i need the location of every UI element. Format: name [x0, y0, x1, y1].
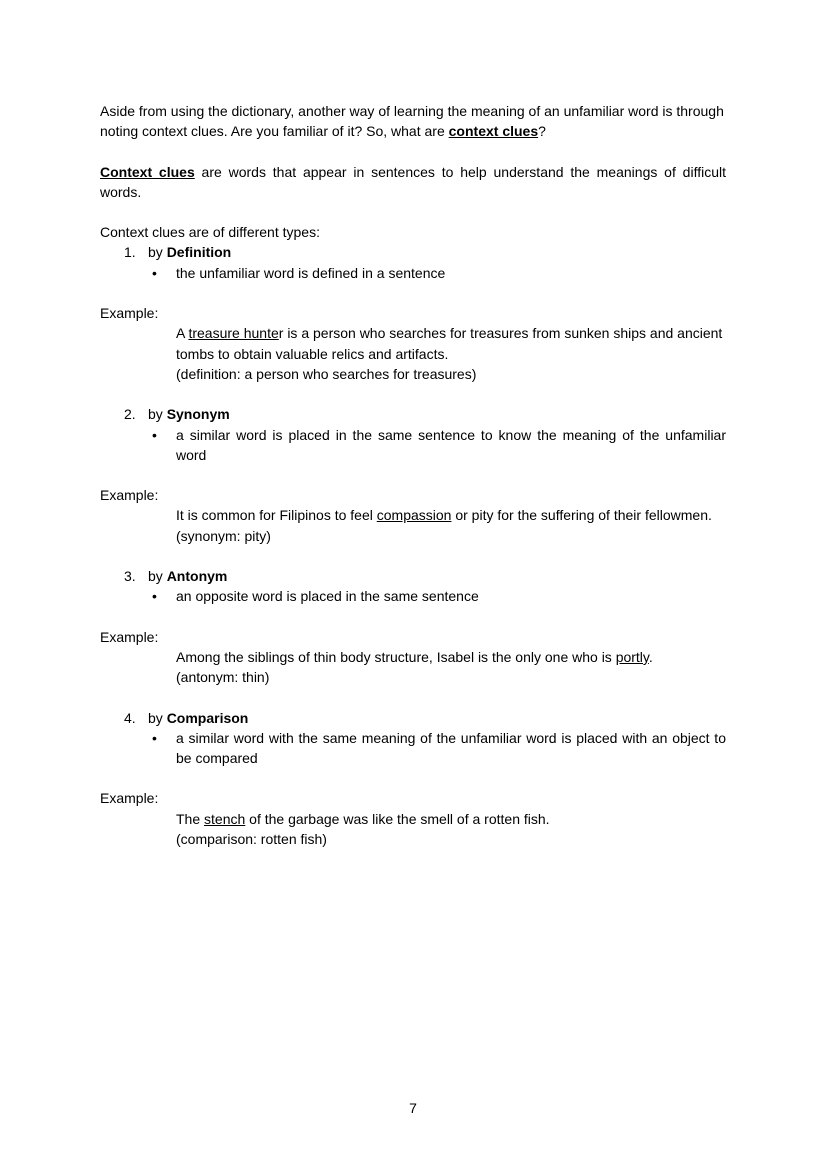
bullet-item [100, 586, 726, 606]
section-definition [100, 242, 726, 384]
bullet-text: a similar word with the same meaning of the unfamiliar word is placed with an object to be compared [176, 729, 726, 767]
bullet-text: an opposite word is placed in the same sentence [176, 588, 479, 605]
bullet-icon [152, 586, 176, 606]
list-item-title [100, 566, 726, 586]
list-title-text [148, 566, 227, 586]
list-title-text [148, 404, 230, 424]
section-comparison [100, 708, 726, 850]
example-label: Example: [100, 305, 159, 322]
example-sentence [176, 505, 726, 525]
example-pre: The [176, 810, 205, 827]
list-number: 1. [124, 244, 136, 261]
types-heading: Context clues are of different types: [100, 224, 320, 241]
example-label: Example: [100, 487, 159, 504]
bullet-icon [152, 425, 176, 466]
bullet-text: a similar word is placed in the same sentence to know the meaning of the unfamiliar word [176, 426, 726, 463]
example-note: (synonym: pity) [176, 527, 271, 544]
section-antonym [100, 566, 726, 687]
bullet-item [100, 425, 726, 466]
list-title-text [148, 242, 231, 262]
intro-p1-emphasis: context clues [448, 123, 539, 140]
example-pre: A [176, 325, 189, 342]
bullet-icon [152, 263, 176, 283]
intro-p2-emphasis: Context clues [100, 163, 195, 180]
example-post: r is a person who searches for treasures from sunken ships and ancient tombs to obtain valuable relics and artifacts. [176, 325, 723, 362]
underlined-word: treasure hunte [188, 325, 279, 342]
bullet-item [100, 263, 726, 283]
type-name: Definition [166, 244, 232, 261]
example-post: of the garbage was like the smell of a rotten fish. [245, 810, 550, 827]
example-sentence [176, 647, 726, 667]
intro-p2-text: are words that appear in sentences to help understand the meanings of difficult words. [100, 163, 726, 200]
underlined-word: stench [204, 810, 246, 827]
underlined-word: portly [615, 648, 649, 665]
example-label: Example: [100, 790, 159, 807]
list-number: 3. [124, 568, 136, 585]
list-item-title [100, 708, 726, 728]
page-content [100, 101, 726, 869]
intro-paragraph-2 [100, 162, 726, 203]
example-sentence [176, 809, 726, 829]
bullet-item [100, 728, 726, 769]
by-word: by [148, 406, 167, 423]
example-label: Example: [100, 628, 159, 645]
type-name: Comparison [166, 709, 249, 726]
example-pre: Among the siblings of thin body structure, Isabel is the only one who is [176, 648, 616, 665]
intro-p1-text: Aside from using the dictionary, another way of learning the meaning of an unfamiliar word is through noting context clues. Are you familiar of it? So, what are [100, 103, 724, 140]
intro-p1-end: ? [538, 123, 546, 140]
page-number: 7 [409, 1100, 417, 1116]
example-post: or pity for the suffering of their fellowmen. [451, 507, 712, 524]
type-name: Synonym [166, 406, 230, 423]
example-note: (antonym: thin) [176, 669, 270, 686]
example-post: . [648, 648, 653, 665]
bullet-icon [152, 728, 176, 769]
example-note: (comparison: rotten fish) [176, 831, 327, 848]
section-synonym [100, 404, 726, 546]
list-number: 2. [124, 406, 136, 423]
example-sentence [176, 323, 726, 364]
list-title-text [148, 708, 248, 728]
example-note: (definition: a person who searches for treasures) [176, 365, 477, 382]
by-word: by [148, 709, 167, 726]
example-block [176, 505, 726, 546]
by-word: by [148, 244, 167, 261]
intro-paragraph-1 [100, 101, 726, 142]
example-block [176, 809, 726, 850]
bullet-text: the unfamiliar word is defined in a sentence [176, 264, 446, 281]
list-number: 4. [124, 709, 136, 726]
example-pre: It is common for Filipinos to feel [176, 507, 377, 524]
list-item-title [100, 242, 726, 262]
underlined-word: compassion [376, 507, 452, 524]
example-block [176, 647, 726, 688]
list-item-title [100, 404, 726, 424]
type-name: Antonym [166, 568, 228, 585]
example-block [176, 323, 726, 384]
by-word: by [148, 568, 167, 585]
